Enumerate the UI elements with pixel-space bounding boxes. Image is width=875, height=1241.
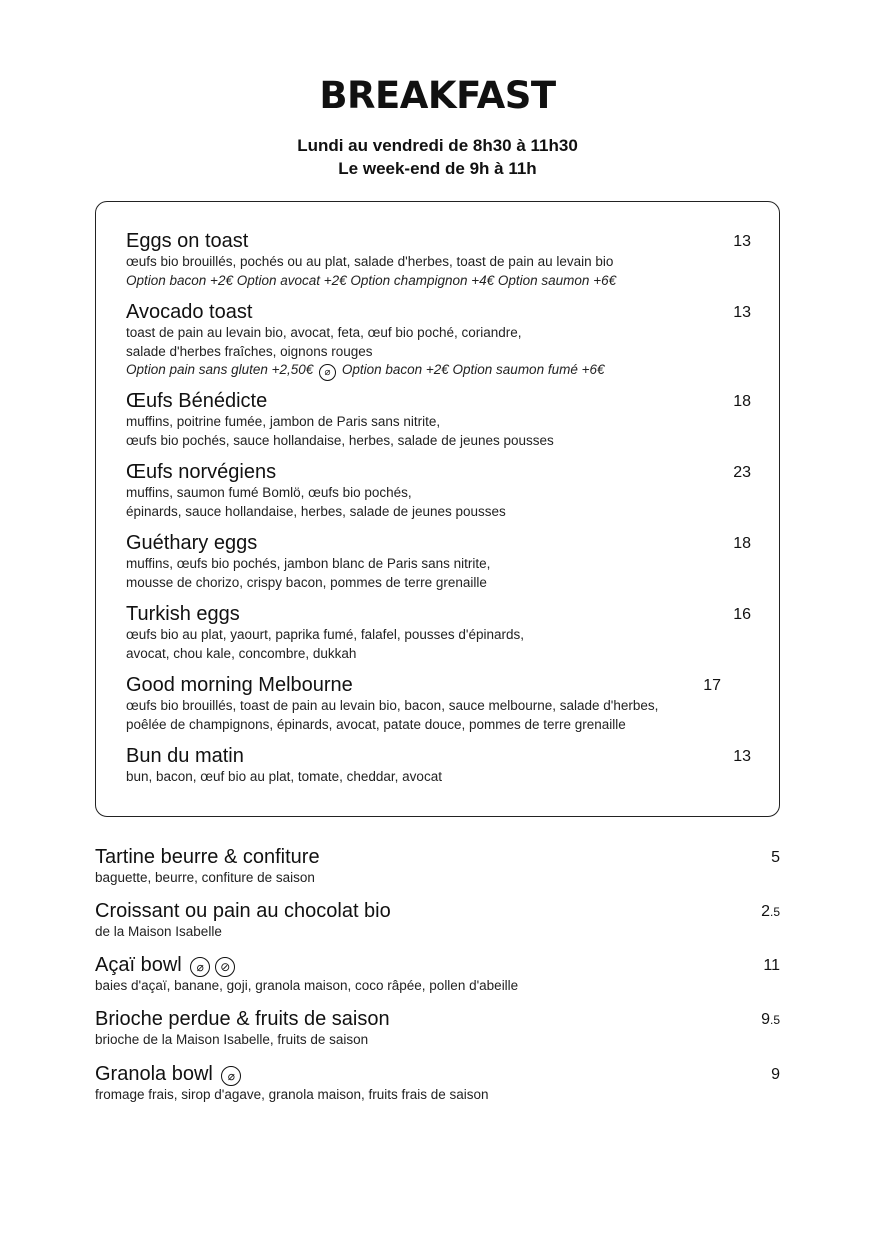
item-price: 18 [733,535,751,552]
item-options: Option bacon +2€ Option avocat +2€ Option champignon +4€ Option saumon +6€ [126,272,617,288]
price-decimal: .5 [769,905,780,919]
item-name: Granola bowl [95,1063,213,1085]
option-extras: Option bacon +2€ Option saumon fumé +6€ [341,362,605,377]
item-price [761,901,780,923]
item-description: œufs bio au plat, yaourt, paprika fumé, falafel, pousses d'épinards, [126,627,525,642]
item-description: brioche de la Maison Isabelle, fruits de saison [95,1032,369,1047]
item-name: Avocado toast [126,301,253,323]
item-name: Œufs Bénédicte [126,390,268,412]
opening-hours [0,134,875,180]
item-name: Œufs norvégiens [126,461,277,483]
item-name: Bun du matin [126,745,244,767]
item-name: Croissant ou pain au chocolat bio [95,900,391,922]
menu-item-granola-bowl [95,1062,780,1105]
item-name: Guéthary eggs [126,532,258,554]
item-name: Turkish eggs [126,603,240,625]
price-integer: 9 [761,1011,770,1028]
wheat-crossed-icon: ⌀ [190,957,210,977]
wheat-crossed-icon: ⌀ [221,1066,241,1086]
item-description: muffins, œufs bio pochés, jambon blanc de Paris sans nitrite, [126,556,491,571]
item-description: avocat, chou kale, concombre, dukkah [126,645,357,661]
item-description: muffins, poitrine fumée, jambon de Paris sans nitrite, [126,414,441,429]
menu-item-avocado-toast [126,300,751,381]
price-decimal: .5 [769,1013,780,1027]
item-name: Good morning Melbourne [126,674,353,696]
item-price: 11 [763,957,780,974]
menu-item-oeufs-benedicte [126,389,751,450]
item-name: Eggs on toast [126,230,249,252]
item-price: 17 [703,677,721,694]
main-dishes-box [95,201,780,817]
hours-weekend: Le week-end de 9h à 11h [338,159,537,178]
menu-item-croissant [95,899,780,942]
item-description: fromage frais, sirop d'agave, granola maison, fruits frais de saison [95,1087,489,1102]
item-price: 13 [733,233,751,250]
item-description: salade d'herbes fraîches, oignons rouges [126,343,373,359]
menu-item-turkish-eggs [126,602,751,663]
item-description: œufs bio brouillés, pochés ou au plat, salade d'herbes, toast de pain au levain bio [126,254,614,269]
item-description: muffins, saumon fumé Bomlö, œufs bio pochés, [126,485,412,500]
item-description: baguette, beurre, confiture de saison [95,870,315,885]
wheat-crossed-icon: ⌀ [319,364,336,381]
item-name: Brioche perdue & fruits de saison [95,1008,390,1030]
item-name: Tartine beurre & confiture [95,846,320,868]
page-title: BREAKFAST [319,74,556,117]
item-description: œufs bio pochés, sauce hollandaise, herbes, salade de jeunes pousses [126,432,554,448]
item-description: toast de pain au levain bio, avocat, feta, œuf bio poché, coriandre, [126,325,522,340]
menu-item-guethary-eggs [126,531,751,592]
item-description: baies d'açaï, banane, goji, granola maison, coco râpée, pollen d'abeille [95,978,519,993]
hours-weekdays: Lundi au vendredi de 8h30 à 11h30 [297,136,578,155]
item-description: mousse de chorizo, crispy bacon, pommes de terre grenaille [126,574,487,590]
price-integer: 2 [761,903,770,920]
option-gluten-free-bread: Option pain sans gluten +2,50€ [126,362,314,377]
menu-item-good-morning-melbourne [126,673,751,734]
menu-item-bun-du-matin [126,744,751,787]
item-description: de la Maison Isabelle [95,924,222,939]
menu-item-acai-bowl [95,953,780,996]
item-description: bun, bacon, œuf bio au plat, tomate, cheddar, avocat [126,769,442,784]
item-price: 9 [771,1066,780,1083]
item-price: 13 [733,304,751,321]
item-description: poêlée de champignons, épinards, avocat, patate douce, pommes de terre grenaille [126,716,626,732]
item-price: 5 [771,849,780,866]
item-price: 18 [733,393,751,410]
item-name: Açaï bowl [95,954,182,976]
menu-item-tartine [95,845,780,888]
menu-item-oeufs-norvegiens [126,460,751,521]
milk-crossed-icon: ⊘ [215,957,235,977]
item-name-row [95,1062,780,1086]
item-price: 16 [733,606,751,623]
menu-item-eggs-on-toast [126,229,751,290]
item-description: épinards, sauce hollandaise, herbes, salade de jeunes pousses [126,503,506,519]
item-description: œufs bio brouillés, toast de pain au levain bio, bacon, sauce melbourne, salade d'herbes, [126,698,659,713]
item-price [761,1009,780,1031]
menu-item-brioche-perdue [95,1007,780,1050]
item-price: 23 [733,464,751,481]
item-name-row [95,953,780,977]
item-price: 13 [733,748,751,765]
item-options [126,361,751,381]
